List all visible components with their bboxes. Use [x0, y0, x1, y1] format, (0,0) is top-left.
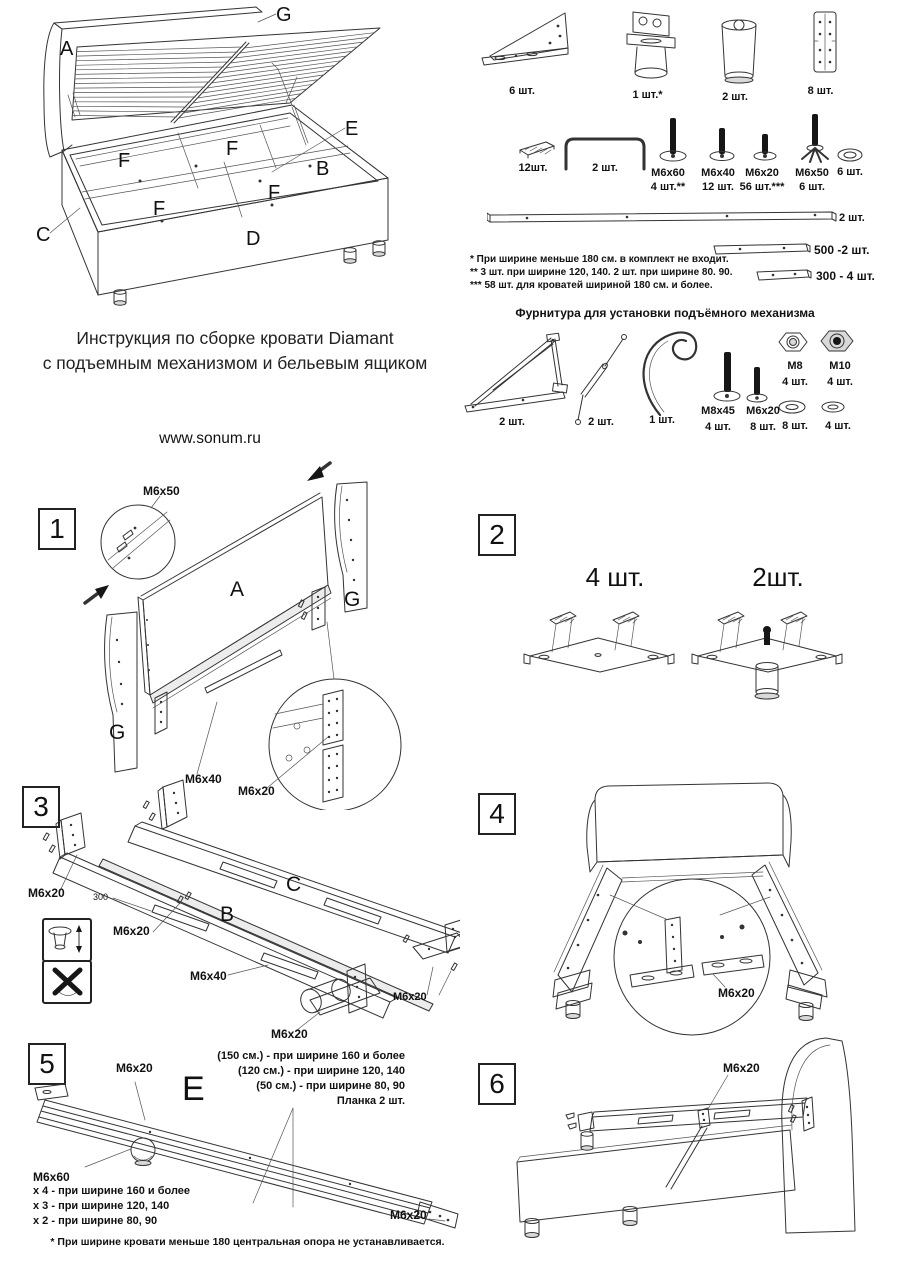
bolt-m6x40-size: M6x40 — [701, 167, 735, 179]
step-3-diagram — [25, 775, 460, 1045]
step-6-diagram — [470, 1035, 890, 1260]
gas-spring-qty: 2 шт. — [588, 416, 614, 428]
bolt-m6x20-lift-icon — [745, 365, 769, 407]
bolt-m6x50-icon — [798, 112, 832, 164]
nut-m10-size: M10 — [829, 360, 851, 372]
step5-m6x60-note: х 4 - при ширине 160 и более — [33, 1185, 191, 1197]
step3-part-c-label: C — [286, 873, 302, 896]
part-label-f: F — [153, 198, 166, 220]
bolt-m6x40-icon — [708, 126, 736, 164]
bolt-m6x20-lift-qty: 8 шт. — [750, 421, 776, 433]
plank-300-icon — [755, 268, 813, 284]
nut-m8-icon — [778, 330, 808, 354]
plank-long-qty: 2 шт. — [839, 212, 865, 224]
step5-m6x60-note: х 2 - при ширине 80, 90 — [33, 1215, 158, 1227]
staple-qty: 2 шт. — [592, 162, 618, 174]
step-4-number: 4 — [478, 793, 516, 835]
step3-plank-300-label: 300 — [93, 892, 109, 902]
step-1-diagram — [75, 460, 470, 810]
step1-part-g-label: G — [109, 721, 126, 744]
step3-m6x20-label: M6x20 — [113, 924, 150, 938]
step5-part-e-label: E — [182, 1070, 205, 1108]
bolt-m6x60-qty: 4 шт.** — [650, 181, 686, 193]
step1-part-a-label: A — [230, 578, 245, 601]
washer-small-qty: 4 шт. — [825, 420, 851, 432]
leg-mount-bracket-icon — [625, 10, 677, 85]
part-label-f: F — [118, 150, 131, 172]
step3-part-b-label: B — [220, 903, 235, 926]
corner-bracket-qty: 6 шт. — [509, 85, 535, 97]
step2-qty-left: 4 шт. — [585, 562, 645, 592]
nut-m8-size: M8 — [787, 360, 803, 372]
washer-large-icon — [777, 398, 809, 416]
page-title-line2: с подъемным механизмом и бельевым ящиком — [42, 353, 428, 373]
step5-m6x60-note: х 3 - при ширине 120, 140 — [33, 1200, 170, 1212]
step3-m6x20-label: M6x20 — [271, 1027, 308, 1041]
lift-hardware-title: Фурнитура для установки подъёмного механизма — [515, 306, 815, 320]
strap-qty: 1 шт. — [649, 414, 675, 426]
nut-m8-qty: 4 шт. — [782, 376, 808, 388]
flat-plate-qty: 8 шт. — [807, 85, 834, 97]
page-title-line1: Инструкция по сборке кровати Diamant — [76, 328, 394, 348]
bolt-m6x20-icon — [752, 132, 778, 164]
slider-pad-icon — [518, 138, 558, 160]
step-2-diagram — [520, 600, 880, 705]
bolt-m6x20-qty: 56 шт.*** — [739, 181, 785, 193]
step-3-number: 3 — [22, 786, 60, 828]
washer-icon — [836, 146, 864, 164]
bolt-m6x50-size: M6x50 — [795, 167, 829, 179]
step3-m6x40-label: M6x40 — [190, 969, 227, 983]
website-link: www.sonum.ru — [159, 430, 261, 447]
washer-large-qty: 8 шт. — [782, 420, 808, 432]
part-label-e: E — [345, 118, 359, 140]
part-label-f: F — [268, 182, 281, 204]
step5-size-note: (120 см.) - при ширине 120, 140 — [237, 1065, 405, 1077]
note-2: ** 3 шт. при ширине 120, 140. 2 шт. при ширине 80. 90. — [470, 267, 733, 278]
do-not-warning — [42, 960, 92, 1004]
step1-m6x40-label: M6x40 — [185, 772, 222, 786]
step-5-number: 5 — [28, 1043, 66, 1085]
note-1: * При ширине меньше 180 см. в комплект не входит. — [470, 254, 729, 265]
step1-m6x50-label: M6x50 — [143, 484, 180, 498]
step3-m6x20-label: M6x20 — [393, 991, 427, 1003]
step5-m6x20-label: M6x20 — [116, 1061, 153, 1075]
nut-m10-qty: 4 шт. — [827, 376, 853, 388]
step6-m6x20-label: M6x20 — [723, 1061, 760, 1075]
bolt-m8x45-size: M8x45 — [701, 405, 735, 417]
bolt-m6x20-lift-size: M6x20 — [746, 405, 780, 417]
plank-300-qty: 300 - 4 шт. — [816, 269, 875, 283]
corner-bracket-icon — [480, 8, 575, 70]
lift-mechanism-qty: 2 шт. — [499, 416, 525, 428]
step5-footnote: * При ширине кровати меньше 180 центральная опора не устанавливается. — [50, 1236, 445, 1248]
step5-size-note: (50 см.) - при ширине 80, 90 — [256, 1080, 405, 1092]
step3-m6x20-label: M6x20 — [28, 886, 65, 900]
bolt-m6x60-icon — [658, 116, 688, 164]
leg-mount-qty: 1 шт.* — [632, 89, 663, 101]
step5-m6x20-label: M6x20 — [390, 1208, 427, 1222]
step2-qty-right: 2шт. — [752, 562, 804, 592]
step5-size-note: (150 см.) - при ширине 160 и более — [217, 1050, 405, 1062]
step5-plank-qty-note: Планка 2 шт. — [336, 1095, 405, 1107]
step5-m6x60-label: M6x60 — [33, 1170, 70, 1184]
part-label-c: C — [36, 224, 51, 246]
step-6-number: 6 — [478, 1063, 516, 1105]
step-1-number: 1 — [38, 508, 76, 550]
bolt-m6x20-size: M6x20 — [745, 167, 779, 179]
bolt-m8x45-icon — [712, 350, 742, 406]
bolt-m6x50-qty: 6 шт. — [799, 181, 825, 193]
step-2-number: 2 — [478, 514, 516, 556]
part-label-b: B — [316, 158, 330, 180]
washer-small-icon — [820, 399, 848, 415]
part-label-d: D — [246, 228, 261, 250]
leg-qty: 2 шт. — [722, 91, 748, 103]
washer-qty: 6 шт. — [837, 166, 863, 178]
bolt-m6x60-size: M6x60 — [651, 167, 685, 179]
slider-pad-qty: 12шт. — [518, 162, 548, 174]
step1-m6x20-label: M6x20 — [238, 784, 275, 798]
cylindrical-leg-icon — [715, 16, 763, 88]
plank-long-icon — [487, 210, 839, 228]
flat-plate-icon — [812, 10, 838, 74]
part-label-f: F — [226, 138, 239, 160]
bolt-m6x40-qty: 12 шт. — [702, 181, 734, 193]
step1-part-g-label: G — [344, 588, 361, 611]
screw-glide-depth-icon — [46, 922, 88, 958]
correct-depth-warning — [42, 918, 92, 962]
plank-500-qty: 500 -2 шт. — [814, 243, 870, 257]
bolt-m8x45-qty: 4 шт. — [705, 421, 731, 433]
nut-m10-icon — [820, 328, 854, 354]
note-3: *** 58 шт. для кроватей шириной 180 см. и более. — [470, 280, 713, 291]
part-label-g: G — [276, 4, 292, 26]
crossed-out-icon — [46, 964, 88, 1000]
step4-m6x20-label: M6x20 — [718, 986, 755, 1000]
step-4-diagram — [470, 775, 870, 1040]
lift-mechanism-icon — [463, 328, 578, 418]
part-label-a: A — [60, 38, 74, 60]
